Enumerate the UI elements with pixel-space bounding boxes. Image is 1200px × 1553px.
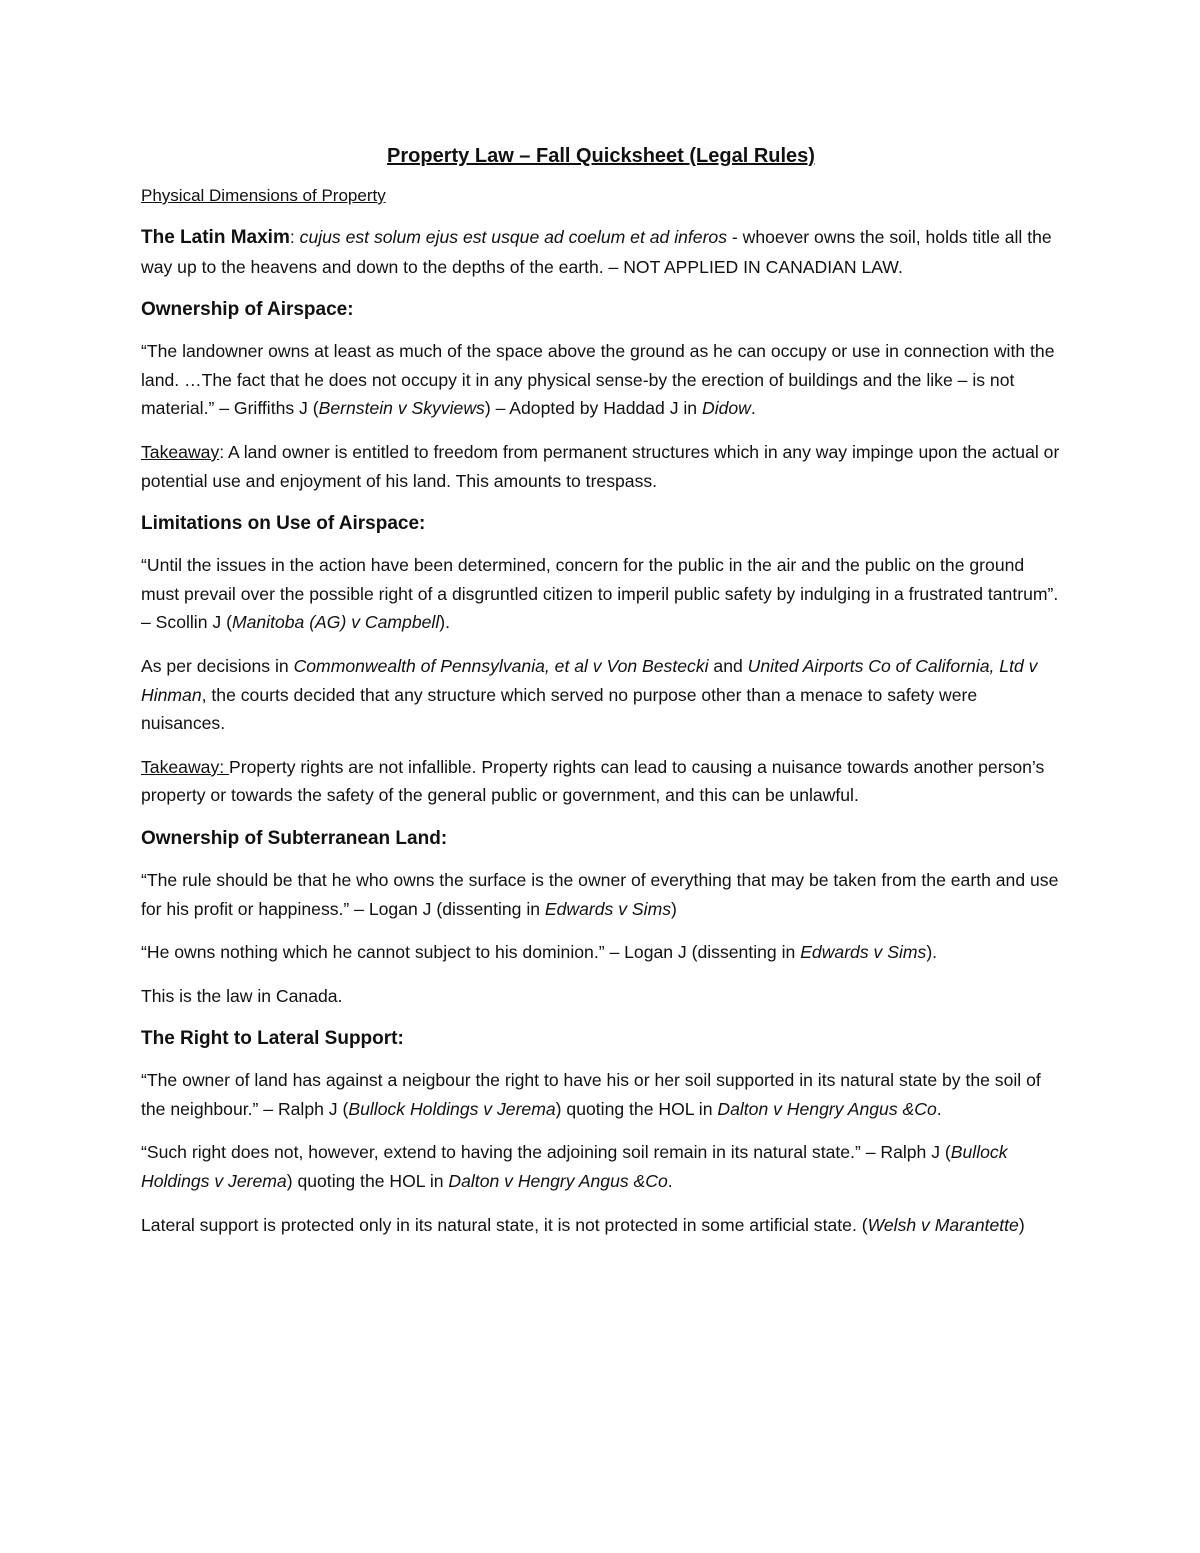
airspace-takeaway bbox=[141, 438, 1061, 495]
limitations-takeaway bbox=[141, 753, 1061, 810]
case-welsh: Welsh v Marantette bbox=[867, 1214, 1019, 1235]
subterranean-q2-end: ). bbox=[926, 942, 938, 963]
limitations-quote bbox=[141, 551, 1061, 637]
heading-ownership-airspace: Ownership of Airspace: bbox=[141, 299, 354, 321]
heading-subterranean: Ownership of Subterranean Land: bbox=[141, 827, 448, 849]
lateral-quote-1 bbox=[141, 1066, 1061, 1123]
lateral-q1-text: “The owner of land has against a neigbour the right to have his or her soil supported in its natural state by the soil of the neighbour.” – Ralph J ( bbox=[141, 1070, 1041, 1119]
case-manitoba: Manitoba (AG) v Campbell bbox=[231, 612, 440, 633]
page-title: Property Law – Fall Quicksheet (Legal Rules) bbox=[387, 145, 815, 167]
airspace-quote-mid: ) – Adopted by Haddad J in bbox=[484, 398, 702, 419]
airspace-quote-text: “The landowner owns at least as much of the space above the ground as he can occupy or use in connection with the land. …The fact that he does not occupy it in any physical sense-by the erection of buildings and the like – is not material.” – Griffiths J ( bbox=[141, 341, 1055, 419]
case-edwards: Edwards v Sims bbox=[544, 898, 672, 919]
subterranean-quote-1 bbox=[141, 866, 1061, 923]
case-bullock: Bullock Holdings v Jerema bbox=[348, 1098, 556, 1119]
subterranean-q1-text: “The rule should be that he who owns the surface is the owner of everything that may be taken from the earth and use for his profit or happiness.” – Logan J (dissenting in bbox=[141, 869, 1059, 919]
lateral-p3-text: Lateral support is protected only in its natural state, it is not protected in some artificial state. ( bbox=[141, 1214, 868, 1235]
lateral-quote-2 bbox=[141, 1138, 1061, 1195]
subterranean-q2-text: “He owns nothing which he cannot subject to his dominion.” – Logan J (dissenting in bbox=[141, 942, 801, 963]
latin-maxim-paragraph bbox=[141, 223, 1061, 281]
lateral-q1-end: . bbox=[936, 1098, 942, 1119]
limitations-p2-and: and bbox=[708, 655, 748, 676]
case-united-airports: United Airports Co of California, Ltd v Hinman bbox=[141, 655, 1038, 705]
case-bullock: Bullock Holdings v Jerema bbox=[141, 1142, 1008, 1192]
latin-maxim-text: cujus est solum ejus est usque ad coelum et ad inferos bbox=[299, 227, 728, 247]
limitations-p2-start: As per decisions in bbox=[141, 655, 294, 676]
limitations-quote-text: “Until the issues in the action have been determined, concern for the public in the air and the public on the ground must prevail over the possible right of a disgruntled citizen to imperil public safety by indulging in a frustrated tantrum”. – Scollin J ( bbox=[141, 555, 1059, 633]
limitations-quote-end: ). bbox=[439, 612, 450, 633]
subterranean-q1-end: ) bbox=[671, 898, 677, 919]
lateral-note bbox=[141, 1211, 1061, 1240]
takeaway-text: Property rights are not infallible. Property rights can lead to causing a nuisance towards another person’s property or towards the safety of the general public or government, and this can be unlawful. bbox=[141, 756, 1045, 806]
latin-maxim-explanation: - whoever owns the soil, holds title all the way up to the heavens and down to the depths of the earth. – NOT APPLIED IN CANADIAN LAW. bbox=[141, 227, 1052, 277]
latin-maxim-colon: : bbox=[289, 227, 295, 247]
lateral-q2-text: “Such right does not, however, extend to having the adjoining soil remain in its natural state.” – Ralph J ( bbox=[141, 1142, 951, 1163]
airspace-quote bbox=[141, 337, 1061, 423]
case-dalton: Dalton v Hengry Angus &Co bbox=[717, 1098, 937, 1119]
section-subtitle: Physical Dimensions of Property bbox=[141, 186, 386, 205]
case-didow: Didow bbox=[701, 398, 751, 419]
lateral-p3-end: ) bbox=[1018, 1214, 1025, 1235]
lateral-q1-mid: ) quoting the HOL in bbox=[555, 1098, 718, 1119]
subterranean-note: This is the law in Canada. bbox=[141, 985, 343, 1006]
limitations-decisions bbox=[141, 652, 1061, 738]
airspace-quote-end: . bbox=[750, 398, 756, 419]
takeaway-text: : A land owner is entitled to freedom from permanent structures which in any way impinge upon the actual or potential use and enjoyment of his land. This amounts to trespass. bbox=[141, 441, 1060, 491]
case-dalton: Dalton v Hengry Angus &Co bbox=[448, 1171, 668, 1192]
heading-limitations-airspace: Limitations on Use of Airspace: bbox=[141, 513, 426, 535]
takeaway-label: Takeaway bbox=[141, 441, 220, 462]
heading-lateral-support: The Right to Lateral Support: bbox=[141, 1028, 404, 1050]
case-edwards: Edwards v Sims bbox=[800, 942, 927, 963]
lateral-q2-end: . bbox=[667, 1171, 673, 1192]
subterranean-quote-2 bbox=[141, 938, 1061, 967]
lateral-q2-mid: ) quoting the HOL in bbox=[286, 1171, 449, 1192]
case-pennsylvania: Commonwealth of Pennsylvania, et al v Von Bestecki bbox=[293, 655, 709, 676]
case-bernstein: Bernstein v Skyviews bbox=[318, 398, 485, 419]
limitations-p2-end: , the courts decided that any structure which served no purpose other than a menace to safety were nuisances. bbox=[141, 684, 978, 734]
takeaway-label: Takeaway: bbox=[141, 756, 230, 777]
latin-maxim-label: The Latin Maxim bbox=[141, 227, 290, 248]
document-body bbox=[141, 141, 1061, 1254]
